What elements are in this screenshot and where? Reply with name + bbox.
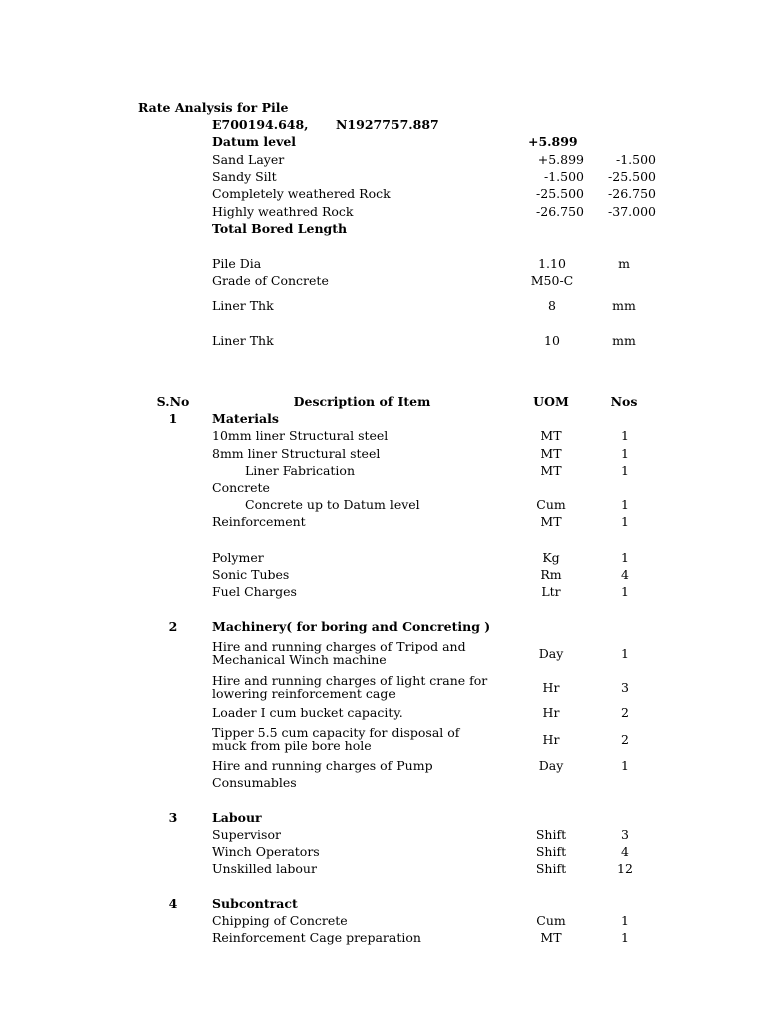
item-description: 8mm liner Structural steel: [212, 446, 381, 461]
spec-value: 1.10: [538, 256, 566, 271]
item-description: Liner Fabrication: [245, 463, 355, 478]
section-title: Labour: [212, 810, 262, 825]
item-uom: Shift: [535, 844, 567, 859]
spec-label: Liner Thk: [212, 333, 274, 348]
item-uom: Hr: [542, 732, 560, 747]
layer-from: -1.500: [543, 169, 584, 184]
spec-label: Pile Dia: [212, 256, 262, 271]
item-nos: 1: [621, 646, 629, 661]
item-description: Hire and running charges of Tripod and Mechanical Winch machine: [212, 639, 466, 667]
item-description: Tipper 5.5 cum capacity for disposal of muck from pile bore hole: [212, 725, 460, 753]
spec-value: M50-C: [530, 273, 574, 288]
spec-value: 8: [548, 298, 556, 313]
item-nos: 4: [621, 844, 629, 859]
column-header-uom: UOM: [533, 394, 569, 409]
layer-to: -1.500: [615, 152, 656, 167]
item-uom: Shift: [535, 861, 567, 876]
section-number: 2: [168, 619, 178, 634]
total-bored-length-label: Total Bored Length: [212, 221, 348, 236]
layer-to: -37.000: [608, 204, 656, 219]
column-header-sno: S.No: [156, 394, 190, 409]
item-uom: Day: [538, 646, 564, 661]
section-number: 3: [168, 810, 178, 825]
item-description: Chipping of Concrete: [212, 913, 348, 928]
item-uom: Rm: [540, 567, 562, 582]
item-description: Sonic Tubes: [212, 567, 290, 582]
item-uom: MT: [540, 428, 562, 443]
spec-unit: mm: [612, 298, 636, 313]
layer-from: +5.899: [537, 152, 584, 167]
item-nos: 3: [621, 680, 629, 695]
column-header-description: Description of Item: [293, 394, 431, 409]
spec-unit: m: [618, 256, 630, 271]
item-uom: Hr: [542, 705, 560, 720]
item-description: Loader I cum bucket capacity.: [212, 705, 403, 720]
item-description: Reinforcement: [212, 514, 306, 529]
item-description: Concrete up to Datum level: [245, 497, 420, 512]
item-description: Hire and running charges of light crane for lowering reinforcement cage: [212, 673, 488, 701]
layer-to: -25.500: [608, 169, 656, 184]
coordinate-easting: E700194.648,: [212, 117, 309, 132]
item-uom: MT: [540, 514, 562, 529]
item-nos: 4: [621, 567, 629, 582]
item-description: Supervisor: [212, 827, 281, 842]
item-nos: 3: [621, 827, 629, 842]
coordinate-northing: N1927757.887: [336, 117, 439, 132]
item-description: Reinforcement Cage preparation: [212, 930, 421, 945]
section-number: 4: [168, 896, 178, 911]
item-nos: 2: [621, 705, 629, 720]
column-header-nos: Nos: [610, 394, 638, 409]
datum-value: +5.899: [528, 134, 578, 149]
item-nos: 1: [621, 514, 629, 529]
item-description: Consumables: [212, 775, 297, 790]
datum-label: Datum level: [212, 134, 297, 149]
layer-name: Sand Layer: [212, 152, 285, 167]
item-nos: 1: [621, 550, 629, 565]
item-nos: 1: [621, 463, 629, 478]
item-uom: Cum: [536, 913, 566, 928]
item-description: Polymer: [212, 550, 264, 565]
item-uom: MT: [540, 446, 562, 461]
item-description: Concrete: [212, 480, 270, 495]
item-uom: MT: [540, 930, 562, 945]
spec-unit: mm: [612, 333, 636, 348]
layer-name: Sandy Silt: [212, 169, 277, 184]
section-title: Subcontract: [212, 896, 298, 911]
spec-label: Liner Thk: [212, 298, 274, 313]
spec-value: 10: [544, 333, 560, 348]
section-number: 1: [168, 411, 178, 426]
section-title: Machinery( for boring and Concreting ): [212, 619, 491, 634]
item-description: 10mm liner Structural steel: [212, 428, 389, 443]
item-nos: 1: [621, 497, 629, 512]
item-description: Winch Operators: [212, 844, 320, 859]
layer-to: -26.750: [608, 186, 656, 201]
item-nos: 1: [621, 930, 629, 945]
item-nos: 1: [621, 913, 629, 928]
item-description: Hire and running charges of Pump: [212, 758, 433, 773]
page-title: Rate Analysis for Pile: [138, 100, 289, 115]
item-nos: 12: [617, 861, 633, 876]
item-uom: Shift: [535, 827, 567, 842]
item-nos: 1: [621, 428, 629, 443]
item-nos: 1: [621, 758, 629, 773]
item-uom: Day: [538, 758, 564, 773]
item-uom: MT: [540, 463, 562, 478]
item-nos: 1: [621, 584, 629, 599]
item-uom: Hr: [542, 680, 560, 695]
layer-name: Completely weathered Rock: [212, 186, 391, 201]
item-nos: 1: [621, 446, 629, 461]
item-description: Fuel Charges: [212, 584, 297, 599]
item-description: Unskilled labour: [212, 861, 317, 876]
layer-name: Highly weathred Rock: [212, 204, 354, 219]
layer-from: -25.500: [536, 186, 584, 201]
spec-label: Grade of Concrete: [212, 273, 329, 288]
item-uom: Kg: [542, 550, 560, 565]
item-uom: Cum: [536, 497, 566, 512]
section-title: Materials: [212, 411, 279, 426]
layer-from: -26.750: [536, 204, 584, 219]
item-nos: 2: [621, 732, 629, 747]
item-uom: Ltr: [541, 584, 561, 599]
